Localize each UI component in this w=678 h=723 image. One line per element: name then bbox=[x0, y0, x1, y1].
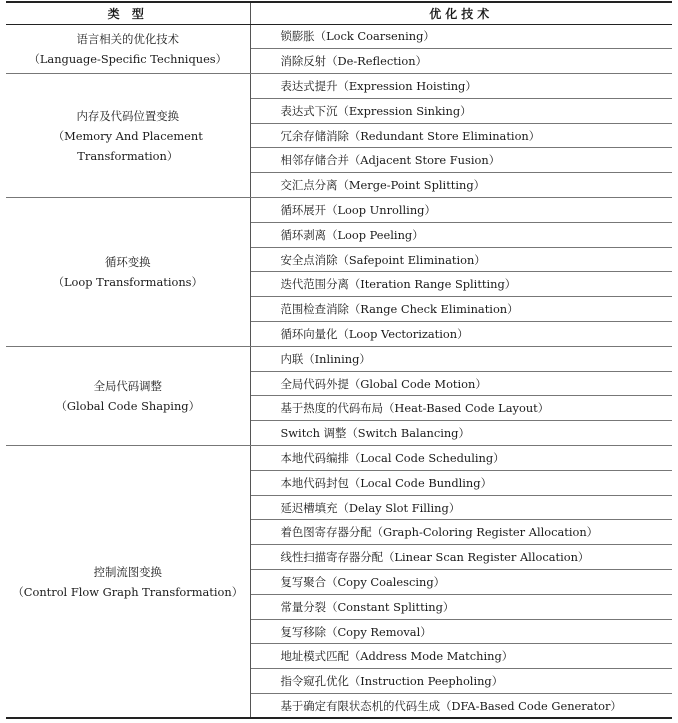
technique-cell: 着色图寄存器分配（Graph-Coloring Register Allocation） bbox=[250, 520, 672, 545]
technique-cell: 冗余存储消除（Redundant Store Elimination） bbox=[250, 123, 672, 148]
category-name-en: （Control Flow Graph Transformation） bbox=[12, 584, 244, 599]
technique-cell: 交汇点分离（Merge-Point Splitting） bbox=[250, 173, 672, 198]
technique-cell: 消除反射（De-Reflection） bbox=[250, 49, 672, 74]
table-row bbox=[6, 24, 672, 49]
technique-cell: 延迟槽填充（Delay Slot Filling） bbox=[250, 495, 672, 520]
technique-cell: 相邻存储合并（Adjacent Store Fusion） bbox=[250, 148, 672, 173]
category-cell bbox=[6, 346, 250, 445]
technique-cell: 指令窥孔优化（Instruction Peepholing） bbox=[250, 669, 672, 694]
technique-cell: 表达式下沉（Expression Sinking） bbox=[250, 98, 672, 123]
technique-cell: 地址模式匹配（Address Mode Matching） bbox=[250, 644, 672, 669]
table-row bbox=[6, 198, 672, 223]
technique-cell: 基于热度的代码布局（Heat-Based Code Layout） bbox=[250, 396, 672, 421]
technique-cell: 锁膨胀（Lock Coarsening） bbox=[250, 24, 672, 49]
technique-cell: 本地代码封包（Local Code Bundling） bbox=[250, 470, 672, 495]
category-cell bbox=[6, 198, 250, 347]
category-name-zh: 语言相关的优化技术 bbox=[76, 31, 180, 46]
category-name-zh: 控制流图变换 bbox=[93, 564, 162, 579]
category-name-zh: 循环变换 bbox=[104, 254, 151, 269]
category-cell bbox=[6, 74, 250, 198]
table-row bbox=[6, 74, 672, 99]
optimization-table bbox=[6, 1, 672, 719]
technique-cell: 常量分裂（Constant Splitting） bbox=[250, 594, 672, 619]
technique-cell: 迭代范围分离（Iteration Range Splitting） bbox=[250, 272, 672, 297]
technique-cell: Switch 调整（Switch Balancing） bbox=[250, 421, 672, 446]
technique-cell: 全局代码外提（Global Code Motion） bbox=[250, 371, 672, 396]
technique-cell: 安全点消除（Safepoint Elimination） bbox=[250, 247, 672, 272]
category-name-en: （Language-Specific Techniques） bbox=[28, 51, 228, 66]
table-row bbox=[6, 446, 672, 471]
header-category: 类 型 bbox=[6, 2, 250, 24]
category-name-zh: 全局代码调整 bbox=[93, 378, 162, 393]
technique-cell: 范围检查消除（Range Check Elimination） bbox=[250, 297, 672, 322]
technique-cell: 内联（Inlining） bbox=[250, 346, 672, 371]
category-cell bbox=[6, 24, 250, 74]
technique-cell: 循环剥离（Loop Peeling） bbox=[250, 222, 672, 247]
technique-cell: 复写移除（Copy Removal） bbox=[250, 619, 672, 644]
category-cell bbox=[6, 446, 250, 719]
technique-cell: 循环展开（Loop Unrolling） bbox=[250, 198, 672, 223]
technique-cell: 复写聚合（Copy Coalescing） bbox=[250, 570, 672, 595]
table-header-row bbox=[6, 2, 672, 24]
technique-cell: 循环向量化（Loop Vectorization） bbox=[250, 322, 672, 347]
technique-cell: 基于确定有限状态机的代码生成（DFA-Based Code Generator） bbox=[250, 694, 672, 719]
table-body bbox=[6, 24, 672, 718]
category-name-en: （Memory And Placement Transformation） bbox=[52, 128, 203, 163]
category-name-zh: 内存及代码位置变换 bbox=[76, 108, 180, 123]
category-name-en: （Loop Transformations） bbox=[52, 274, 203, 289]
technique-cell: 线性扫描寄存器分配（Linear Scan Register Allocation） bbox=[250, 545, 672, 570]
table-row bbox=[6, 346, 672, 371]
category-name-en: （Global Code Shaping） bbox=[55, 398, 200, 413]
technique-cell: 本地代码编排（Local Code Scheduling） bbox=[250, 446, 672, 471]
header-technique: 优化技术 bbox=[250, 2, 672, 24]
technique-cell: 表达式提升（Expression Hoisting） bbox=[250, 74, 672, 99]
